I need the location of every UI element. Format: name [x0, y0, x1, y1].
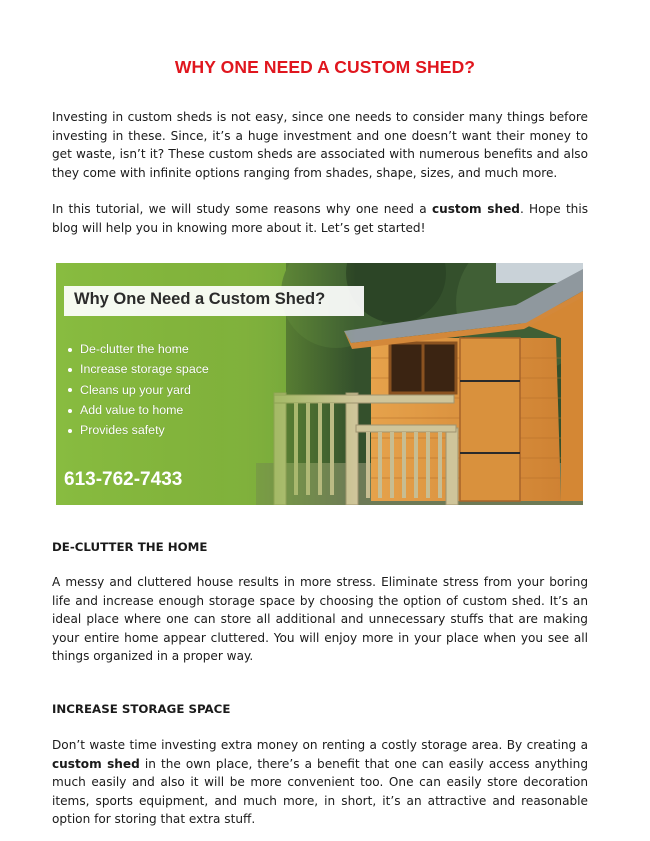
bullet-icon — [68, 368, 72, 372]
banner-list-item — [68, 339, 209, 359]
section-heading-storage: INCREASE STORAGE SPACE — [52, 702, 231, 716]
banner-list-item-label: Increase storage space — [80, 362, 209, 377]
bullet-icon — [68, 409, 72, 413]
banner-list-item — [68, 380, 209, 400]
custom-shed-bold: custom shed — [52, 756, 140, 771]
bullet-icon — [68, 429, 72, 433]
intro-paragraph-2 — [52, 200, 588, 237]
banner-list-item — [68, 420, 209, 440]
bullet-icon — [68, 388, 72, 392]
banner-list-item-label: Provides safety — [80, 423, 165, 438]
banner-list-item-label: Add value to home — [80, 402, 184, 417]
custom-shed-bold: custom shed — [431, 202, 520, 216]
section-body-storage — [52, 736, 588, 829]
section-heading-declutter: DE-CLUTTER THE HOME — [52, 540, 208, 554]
intro-paragraph-2-end: . Hope this blog will help you in knowing more about it. Let’s get started! — [52, 202, 589, 235]
banner-list-item-label: Cleans up your yard — [80, 382, 191, 397]
banner-benefits-list — [68, 339, 209, 440]
custom-shed-banner — [56, 263, 583, 505]
intro-paragraph-1: Investing in custom sheds is not easy, since one needs to consider many things before investing in these. Since, it’s a huge investment and one doesn’t want their money to get waste, isn’t it? These custom sheds are associated with numerous benefits and also they come with infinite options ranging from shades, shape, sizes, and much more. — [52, 110, 588, 180]
banner-list-item — [68, 400, 209, 420]
section-body-storage-end: in the own place, there’s a benefit that one can easily access anything much easily and also it will be more convenient too. One can easily store decoration items, sports equipment, and much more, in short, it’s an attractive and reasonable option for storing that extra stuff. — [52, 756, 588, 827]
banner-title: Why One Need a Custom Shed? — [74, 290, 326, 308]
banner-list-item-label: De-clutter the home — [80, 342, 189, 356]
section-body-storage-text: Don’t waste time investing extra money on renting a costly storage area. By creating a — [52, 738, 588, 752]
section-body-declutter: A messy and cluttered house results in more stress. Eliminate stress from your boring life and increase enough storage space by choosing the option of custom shed. It’s an ideal place where one can store all additional and unnecessary stuffs that are making your entire home appear cluttered. You will enjoy more in your place when you see all things organized in a proper way. — [52, 575, 588, 664]
banner-phone-number: 613-762-7433 — [64, 469, 183, 490]
banner-list-item — [68, 359, 209, 379]
intro-paragraph-2-text: In this tutorial, we will study some reasons why one need a — [52, 202, 432, 216]
bullet-icon — [68, 348, 72, 352]
page-title: WHY ONE NEED A CUSTOM SHED? — [174, 56, 476, 77]
